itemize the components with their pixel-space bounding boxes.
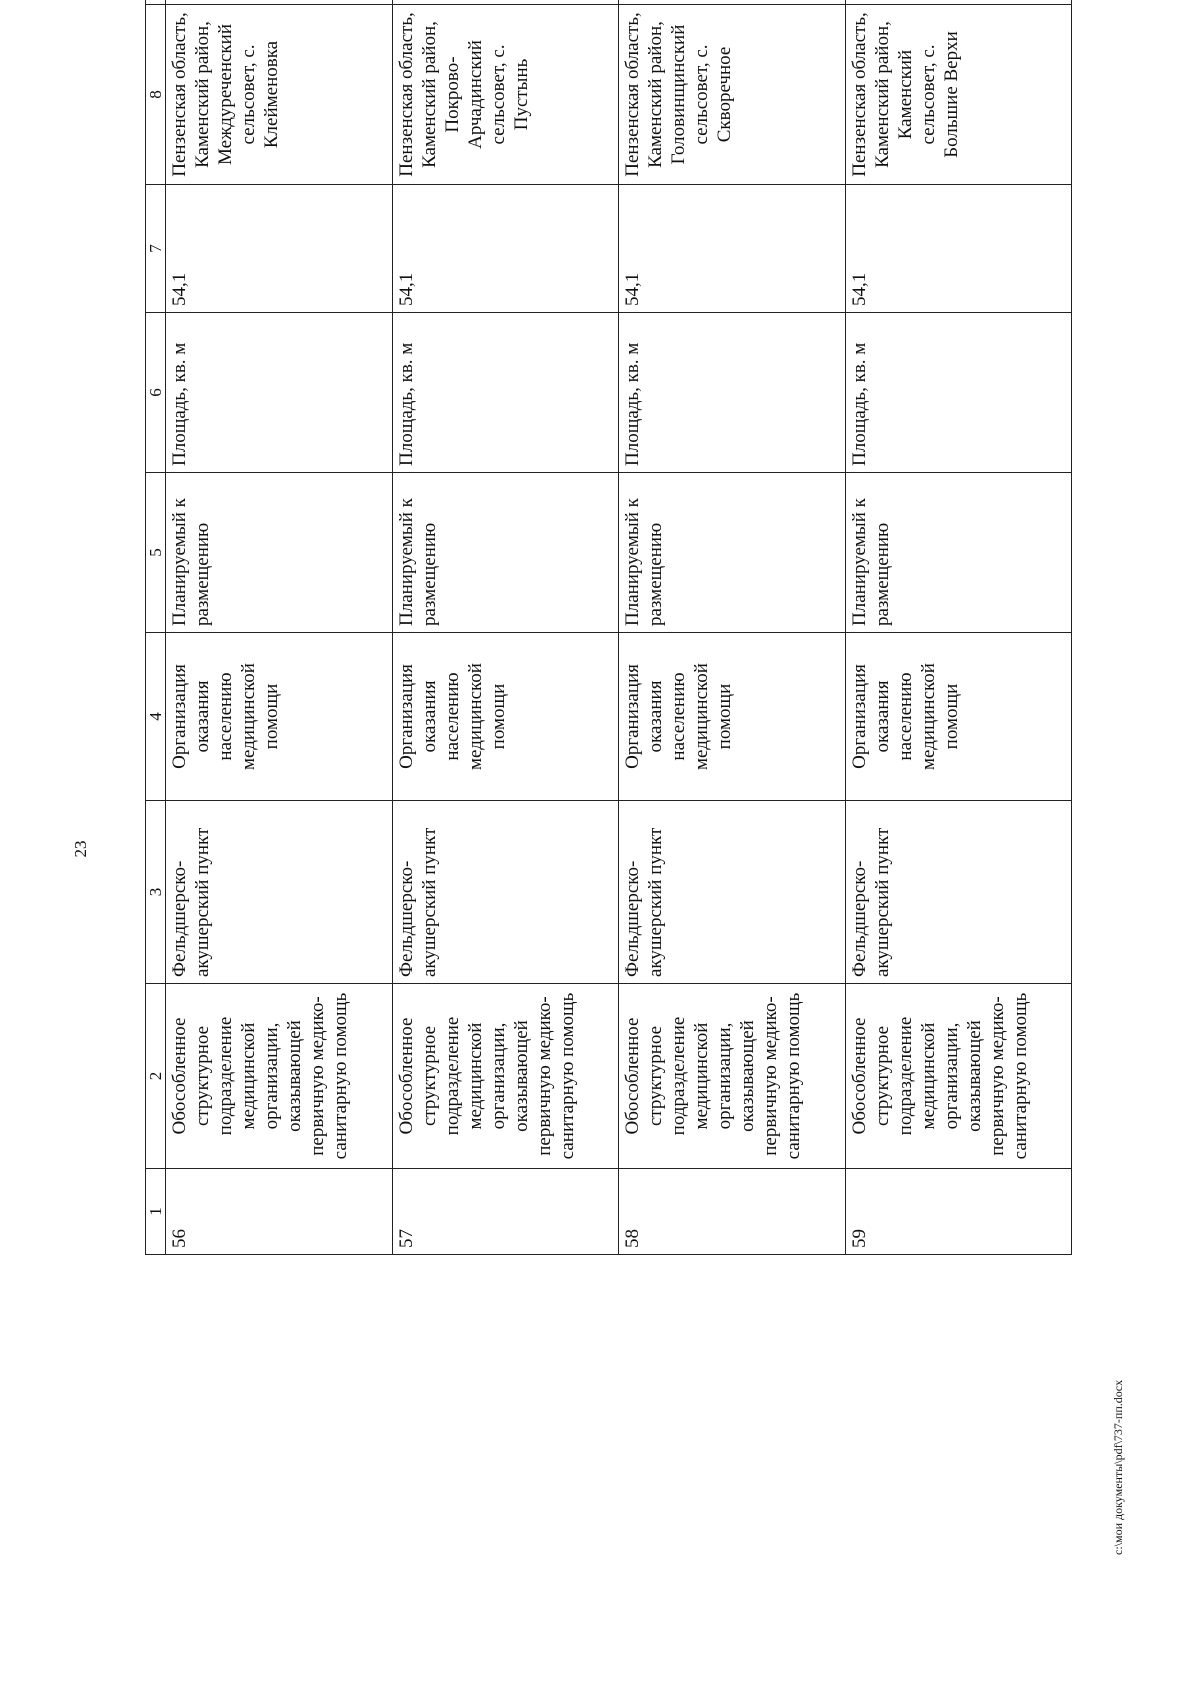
facility-name-cell: Фельдшерско-акушерский пункт [619, 801, 846, 984]
column-number-row [146, 0, 166, 1255]
subdivision-cell: Обособленное структурное подразделение медицинской организации, оказывающей первичную медико-санитарную помощь [845, 984, 1072, 1169]
column-number: 2 [146, 984, 166, 1169]
year-cell [845, 0, 1072, 5]
facility-name-cell: Фельдшерско-акушерский пункт [845, 801, 1072, 984]
facilities-table [145, 0, 1072, 1255]
column-number: 3 [146, 801, 166, 984]
table-row [619, 0, 846, 1255]
value-cell: 54,1 [166, 185, 393, 313]
purpose-cell: Организация оказания населению медицинской помощи [392, 633, 619, 801]
characteristic-cell: Площадь, кв. м [392, 313, 619, 473]
subdivision-cell: Обособленное структурное подразделение медицинской организации, оказывающей первичную медико-санитарную помощь [166, 984, 393, 1169]
subdivision-cell: Обособленное структурное подразделение медицинской организации, оказывающей первичную медико-санитарную помощь [392, 984, 619, 1169]
facility-name-cell: Фельдшерско-акушерский пункт [166, 801, 393, 984]
status-cell: Планируемый к размещению [619, 473, 846, 633]
purpose-cell: Организация оказания населению медицинской помощи [845, 633, 1072, 801]
location-cell: Пензенская область, Каменский район, Покрово-Арчадинский сельсовет, с. Пустынь [392, 5, 619, 185]
row-number: 59 [845, 1169, 1072, 1255]
facility-name-cell: Фельдшерско-акушерский пункт [392, 801, 619, 984]
column-number: 4 [146, 633, 166, 801]
page-number: 23 [71, 840, 90, 858]
row-number: 56 [166, 1169, 393, 1255]
value-cell: 54,1 [845, 185, 1072, 313]
location-cell: Пензенская область, Каменский район, Головинщинский сельсовет, с. Скворечное [619, 5, 846, 185]
value-cell: 54,1 [619, 185, 846, 313]
table-row [845, 0, 1072, 1255]
characteristic-cell: Площадь, кв. м [166, 313, 393, 473]
characteristic-cell: Площадь, кв. м [845, 313, 1072, 473]
characteristic-cell: Площадь, кв. м [619, 313, 846, 473]
table-row [392, 0, 619, 1255]
column-number: 8 [146, 5, 166, 185]
year-cell [166, 0, 393, 5]
purpose-cell: Организация оказания населению медицинской помощи [166, 633, 393, 801]
status-cell: Планируемый к размещению [392, 473, 619, 633]
column-number: 7 [146, 185, 166, 313]
column-number: 1 [146, 1169, 166, 1255]
purpose-cell: Организация оказания населению медицинской помощи [619, 633, 846, 801]
table-row [166, 0, 393, 1255]
row-number: 57 [392, 1169, 619, 1255]
column-number: 5 [146, 473, 166, 633]
status-cell: Планируемый к размещению [166, 473, 393, 633]
status-cell: Планируемый к размещению [845, 473, 1072, 633]
location-cell: Пензенская область, Каменский район, Каменский сельсовет, с. Большие Верхи [845, 5, 1072, 185]
year-cell [619, 0, 846, 5]
table-container [145, 12, 1072, 1255]
value-cell: 54,1 [392, 185, 619, 313]
subdivision-cell: Обособленное структурное подразделение медицинской организации, оказывающей первичную медико-санитарную помощь [619, 984, 846, 1169]
location-cell: Пензенская область, Каменский район, Междуреченский сельсовет, с. Клейменовка [166, 5, 393, 185]
column-number: 6 [146, 313, 166, 473]
row-number: 58 [619, 1169, 846, 1255]
year-cell [392, 0, 619, 5]
footer-file-path: c:\мои документы\pdf\737-пп.docx [1111, 1379, 1125, 1555]
column-number [146, 0, 166, 5]
